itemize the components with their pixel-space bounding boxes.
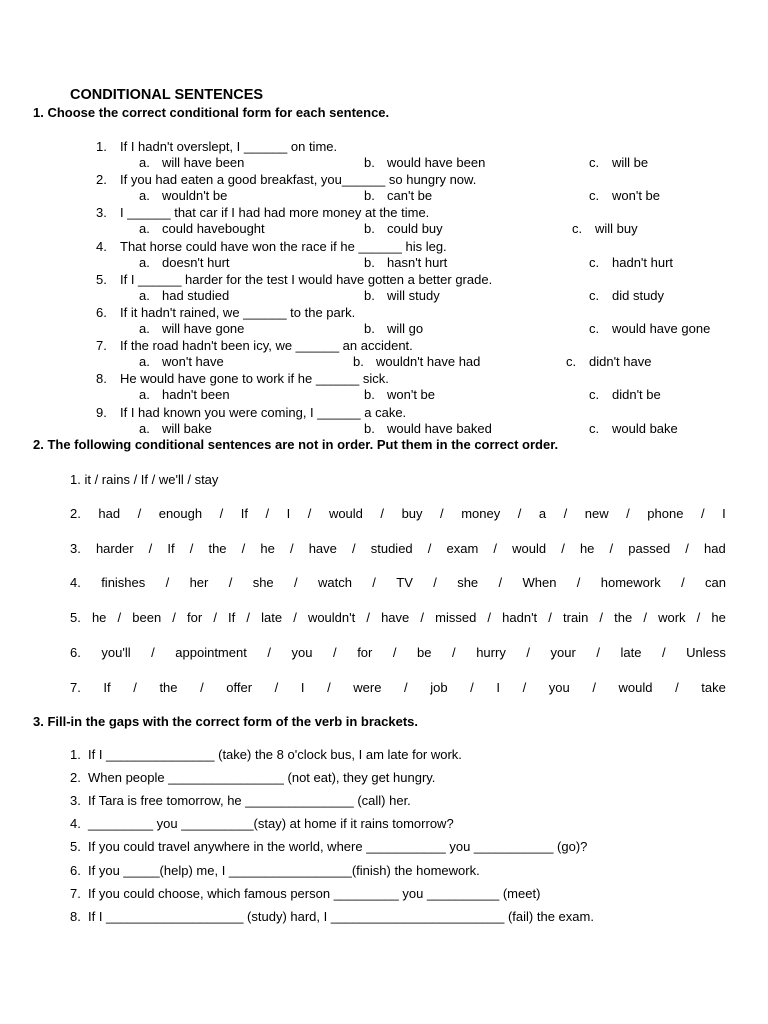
option-c-letter: c. xyxy=(572,221,583,236)
option-b-text: would have baked xyxy=(387,421,492,436)
word-separator: / xyxy=(200,680,204,695)
question-text: If I hadn't overslept, I ______ on time. xyxy=(120,139,338,154)
scrambled-word: have xyxy=(381,610,410,625)
scrambled-word: harder xyxy=(95,541,134,556)
scrambled-word: your xyxy=(550,645,576,660)
word-separator: / xyxy=(470,680,474,695)
gap-fill-sentence: If you could choose, which famous person _________ you __________ (meet) xyxy=(88,886,541,901)
option-a-text: will have been xyxy=(162,155,245,170)
word-separator: / xyxy=(452,645,456,660)
scrambled-sentence-5 xyxy=(70,610,726,626)
question-text: If you had eaten a good breakfast, you______ so hungry now. xyxy=(120,172,477,187)
gap-fill-number: 8. xyxy=(70,909,81,924)
option-a-letter: a. xyxy=(139,321,150,336)
gap-fill-sentence: If you could travel anywhere in the world, where ___________ you ___________ (go)? xyxy=(88,839,588,854)
option-c-text: would bake xyxy=(612,421,678,436)
option-a-letter: a. xyxy=(139,188,150,203)
question-text: He would have gone to work if he ______ sick. xyxy=(120,371,389,386)
scrambled-word: finishes xyxy=(101,575,146,590)
option-c-letter: c. xyxy=(589,288,600,303)
word-separator: / xyxy=(219,506,224,521)
scrambled-word: I xyxy=(496,680,500,695)
option-b-letter: b. xyxy=(364,321,375,336)
option-c-text: will buy xyxy=(595,221,638,236)
word-separator: / xyxy=(526,645,530,660)
scrambled-word: passed xyxy=(628,541,671,556)
gap-fill-number: 4. xyxy=(70,816,81,831)
question-number: 1. xyxy=(96,139,107,154)
option-c-text: did study xyxy=(612,288,665,303)
word-separator: / xyxy=(294,575,298,590)
option-c-text: will be xyxy=(612,155,649,170)
scrambled-sentence-3 xyxy=(70,541,726,557)
scrambled-word: you'll xyxy=(101,645,131,660)
word-separator: / xyxy=(246,610,251,625)
scrambled-word: enough xyxy=(158,506,203,521)
option-a-letter: a. xyxy=(139,255,150,270)
option-c-text: won't be xyxy=(612,188,661,203)
word-separator: / xyxy=(148,541,153,556)
scrambled-word: a xyxy=(538,506,547,521)
option-b-text: will go xyxy=(387,321,424,336)
scrambled-word: the xyxy=(208,541,227,556)
question-text: If it hadn't rained, we ______ to the park. xyxy=(120,305,356,320)
option-b-letter: b. xyxy=(353,354,364,369)
scrambled-word: the xyxy=(614,610,633,625)
item-number: 5. xyxy=(70,610,81,625)
word-separator: / xyxy=(228,575,233,590)
option-a-text: will bake xyxy=(162,421,212,436)
option-b-text: wouldn't have had xyxy=(376,354,481,369)
word-separator: / xyxy=(151,645,155,660)
scrambled-word: If xyxy=(103,680,111,695)
word-separator: / xyxy=(626,506,630,521)
scrambled-word: you xyxy=(291,645,313,660)
scrambled-word: watch xyxy=(317,575,352,590)
word-separator: / xyxy=(327,680,331,695)
gap-fill-number: 6. xyxy=(70,863,81,878)
scrambled-word: her xyxy=(189,575,209,590)
question-number: 4. xyxy=(96,239,107,254)
scrambled-word: buy xyxy=(401,506,423,521)
option-b-text: hasn't hurt xyxy=(387,255,448,270)
scrambled-word: phone xyxy=(647,506,684,521)
word-separator: / xyxy=(133,680,137,695)
word-separator: / xyxy=(599,610,604,625)
option-a-letter: a. xyxy=(139,288,150,303)
scrambled-word: exam xyxy=(446,541,479,556)
scrambled-sentence-4 xyxy=(70,575,726,591)
gap-fill-sentence: If I _______________ (take) the 8 o'clock bus, I am late for work. xyxy=(88,747,462,762)
option-c-text: hadn't hurt xyxy=(612,255,674,270)
word-separator: / xyxy=(333,645,337,660)
option-c-text: didn't be xyxy=(612,387,661,402)
word-separator: / xyxy=(576,575,581,590)
scrambled-word: wouldn't xyxy=(307,610,356,625)
question-number: 3. xyxy=(96,205,107,220)
question-number: 2. xyxy=(96,172,107,187)
gap-fill-number: 7. xyxy=(70,886,81,901)
option-a-text: hadn't been xyxy=(162,387,230,402)
word-separator: / xyxy=(213,610,217,625)
word-separator: / xyxy=(267,645,271,660)
option-c-letter: c. xyxy=(589,255,600,270)
scrambled-word: you xyxy=(548,680,570,695)
word-separator: / xyxy=(307,506,312,521)
item-number: 6. xyxy=(70,645,81,660)
word-separator: / xyxy=(172,610,176,625)
option-b-letter: b. xyxy=(364,288,375,303)
word-separator: / xyxy=(592,680,596,695)
word-separator: / xyxy=(293,610,297,625)
option-c-letter: c. xyxy=(566,354,577,369)
word-separator: / xyxy=(517,506,522,521)
question-text: I ______ that car if I had had more money at the time. xyxy=(120,205,430,220)
section-2-heading: 2. The following conditional sentences are not in order. Put them in the correct order. xyxy=(33,437,559,452)
option-b-letter: b. xyxy=(364,188,375,203)
scrambled-sentence-1: 1. it / rains / If / we'll / stay xyxy=(70,472,219,487)
question-number: 5. xyxy=(96,272,107,287)
scrambled-word: late xyxy=(261,610,283,625)
option-b-text: can't be xyxy=(387,188,433,203)
word-separator: / xyxy=(372,575,376,590)
word-separator: / xyxy=(675,680,679,695)
option-c-text: would have gone xyxy=(612,321,711,336)
option-a-letter: a. xyxy=(139,387,150,402)
scrambled-word: had xyxy=(98,506,121,521)
word-separator: / xyxy=(352,541,356,556)
scrambled-word: offer xyxy=(226,680,253,695)
worksheet-title: CONDITIONAL SENTENCES xyxy=(70,87,264,103)
word-separator: / xyxy=(427,541,432,556)
gap-fill-sentence: When people ________________ (not eat), they get hungry. xyxy=(88,770,436,785)
scrambled-word: hurry xyxy=(476,645,506,660)
question-text: That horse could have won the race if he ______ his leg. xyxy=(120,239,447,254)
option-c-letter: c. xyxy=(589,321,600,336)
word-separator: / xyxy=(662,645,666,660)
scrambled-word: she xyxy=(457,575,479,590)
option-c-letter: c. xyxy=(589,155,600,170)
scrambled-word: homework xyxy=(600,575,661,590)
word-separator: / xyxy=(137,506,142,521)
scrambled-word: he xyxy=(260,541,275,556)
word-separator: / xyxy=(289,541,294,556)
gap-fill-sentence: If I ___________________ (study) hard, I ________________________ (fail) the exam. xyxy=(88,909,594,924)
scrambled-word: If xyxy=(228,610,236,625)
option-a-letter: a. xyxy=(139,155,150,170)
word-separator: / xyxy=(548,610,552,625)
option-a-text: could havebought xyxy=(162,221,265,236)
scrambled-word: TV xyxy=(396,575,413,590)
scrambled-word: she xyxy=(252,575,274,590)
item-number: 7. xyxy=(70,680,81,695)
scrambled-word: the xyxy=(159,680,178,695)
option-a-letter: a. xyxy=(139,354,150,369)
scrambled-word: I xyxy=(722,506,726,521)
scrambled-word: appointment xyxy=(175,645,247,660)
gap-fill-sentence: _________ you __________(stay) at home if it rains tomorrow? xyxy=(88,816,454,831)
scrambled-word: When xyxy=(522,575,557,590)
scrambled-word: train xyxy=(563,610,589,625)
word-separator: / xyxy=(685,541,689,556)
word-separator: / xyxy=(433,575,437,590)
word-separator: / xyxy=(380,506,385,521)
word-separator: / xyxy=(696,610,701,625)
word-separator: / xyxy=(493,541,498,556)
word-separator: / xyxy=(522,680,527,695)
word-separator: / xyxy=(165,575,170,590)
word-separator: / xyxy=(643,610,647,625)
option-a-text: will have gone xyxy=(162,321,245,336)
word-separator: / xyxy=(440,506,444,521)
word-separator: / xyxy=(241,541,246,556)
option-a-letter: a. xyxy=(139,421,150,436)
question-number: 7. xyxy=(96,338,107,353)
option-b-text: could buy xyxy=(387,221,443,236)
scrambled-word: would xyxy=(328,506,363,521)
word-separator: / xyxy=(563,506,568,521)
scrambled-word: job xyxy=(430,680,448,695)
scrambled-word: Unless xyxy=(686,645,726,660)
word-separator: / xyxy=(366,610,370,625)
scrambled-word: money xyxy=(461,506,501,521)
scrambled-word: were xyxy=(353,680,382,695)
scrambled-word: studied xyxy=(370,541,413,556)
scrambled-sentence-7 xyxy=(70,680,726,696)
scrambled-sentence-2 xyxy=(70,506,726,522)
question-number: 8. xyxy=(96,371,107,386)
question-text: If I ______ harder for the test I would have gotten a better grade. xyxy=(120,272,493,287)
scrambled-word: can xyxy=(705,575,726,590)
question-text: If I had known you were coming, I ______ a cake. xyxy=(120,405,407,420)
word-separator: / xyxy=(392,645,397,660)
word-separator: / xyxy=(700,506,705,521)
option-b-letter: b. xyxy=(364,221,375,236)
word-separator: / xyxy=(561,541,565,556)
scrambled-word: been xyxy=(132,610,162,625)
scrambled-sentence-6 xyxy=(70,645,726,661)
item-number: 2. xyxy=(70,506,81,521)
scrambled-word: for xyxy=(357,645,373,660)
option-c-letter: c. xyxy=(589,387,600,402)
scrambled-word: If xyxy=(167,541,175,556)
question-text: If the road hadn't been icy, we ______ an accident. xyxy=(120,338,413,353)
option-a-text: had studied xyxy=(162,288,230,303)
scrambled-word: he xyxy=(91,610,107,625)
question-number: 9. xyxy=(96,405,107,420)
option-a-text: wouldn't be xyxy=(162,188,228,203)
option-b-text: would have been xyxy=(387,155,486,170)
option-b-letter: b. xyxy=(364,387,375,402)
option-b-text: won't be xyxy=(387,387,436,402)
scrambled-word: If xyxy=(240,506,248,521)
scrambled-word: be xyxy=(417,645,432,660)
scrambled-word: take xyxy=(701,680,726,695)
scrambled-word: I xyxy=(286,506,291,521)
word-separator: / xyxy=(189,541,194,556)
word-separator: / xyxy=(681,575,685,590)
word-separator: / xyxy=(404,680,408,695)
scrambled-word: work xyxy=(658,610,686,625)
word-separator: / xyxy=(274,680,279,695)
gap-fill-number: 3. xyxy=(70,793,81,808)
word-separator: / xyxy=(596,645,600,660)
scrambled-word: would xyxy=(512,541,547,556)
option-c-letter: c. xyxy=(589,188,600,203)
word-separator: / xyxy=(609,541,614,556)
scrambled-word: had xyxy=(704,541,726,556)
scrambled-word: have xyxy=(308,541,337,556)
option-c-text: didn't have xyxy=(589,354,652,369)
scrambled-word: missed xyxy=(435,610,477,625)
gap-fill-sentence: If Tara is free tomorrow, he _______________ (call) her. xyxy=(88,793,411,808)
scrambled-word: he xyxy=(711,610,726,625)
option-a-text: won't have xyxy=(162,354,224,369)
scrambled-word: I xyxy=(300,680,305,695)
scrambled-word: would xyxy=(618,680,653,695)
option-b-letter: b. xyxy=(364,255,375,270)
item-number: 3. xyxy=(70,541,81,556)
gap-fill-number: 5. xyxy=(70,839,81,854)
word-separator: / xyxy=(420,610,425,625)
scrambled-word: late xyxy=(620,645,642,660)
scrambled-word: new xyxy=(584,506,609,521)
option-a-letter: a. xyxy=(139,221,150,236)
section-1-heading: 1. Choose the correct conditional form for each sentence. xyxy=(33,105,390,120)
option-a-text: doesn't hurt xyxy=(162,255,230,270)
option-c-letter: c. xyxy=(589,421,600,436)
option-b-text: will study xyxy=(387,288,440,303)
question-number: 6. xyxy=(96,305,107,320)
word-separator: / xyxy=(265,506,270,521)
scrambled-word: hadn't xyxy=(502,610,538,625)
option-b-letter: b. xyxy=(364,155,375,170)
option-b-letter: b. xyxy=(364,421,375,436)
gap-fill-number: 2. xyxy=(70,770,81,785)
word-separator: / xyxy=(498,575,503,590)
word-separator: / xyxy=(117,610,122,625)
scrambled-word: he xyxy=(579,541,595,556)
gap-fill-sentence: If you _____(help) me, I _________________(finish) the homework. xyxy=(88,863,480,878)
section-3-heading: 3. Fill-in the gaps with the correct form of the verb in brackets. xyxy=(33,714,419,729)
item-number: 4. xyxy=(70,575,81,590)
scrambled-word: for xyxy=(187,610,203,625)
gap-fill-number: 1. xyxy=(70,747,81,762)
word-separator: / xyxy=(487,610,492,625)
